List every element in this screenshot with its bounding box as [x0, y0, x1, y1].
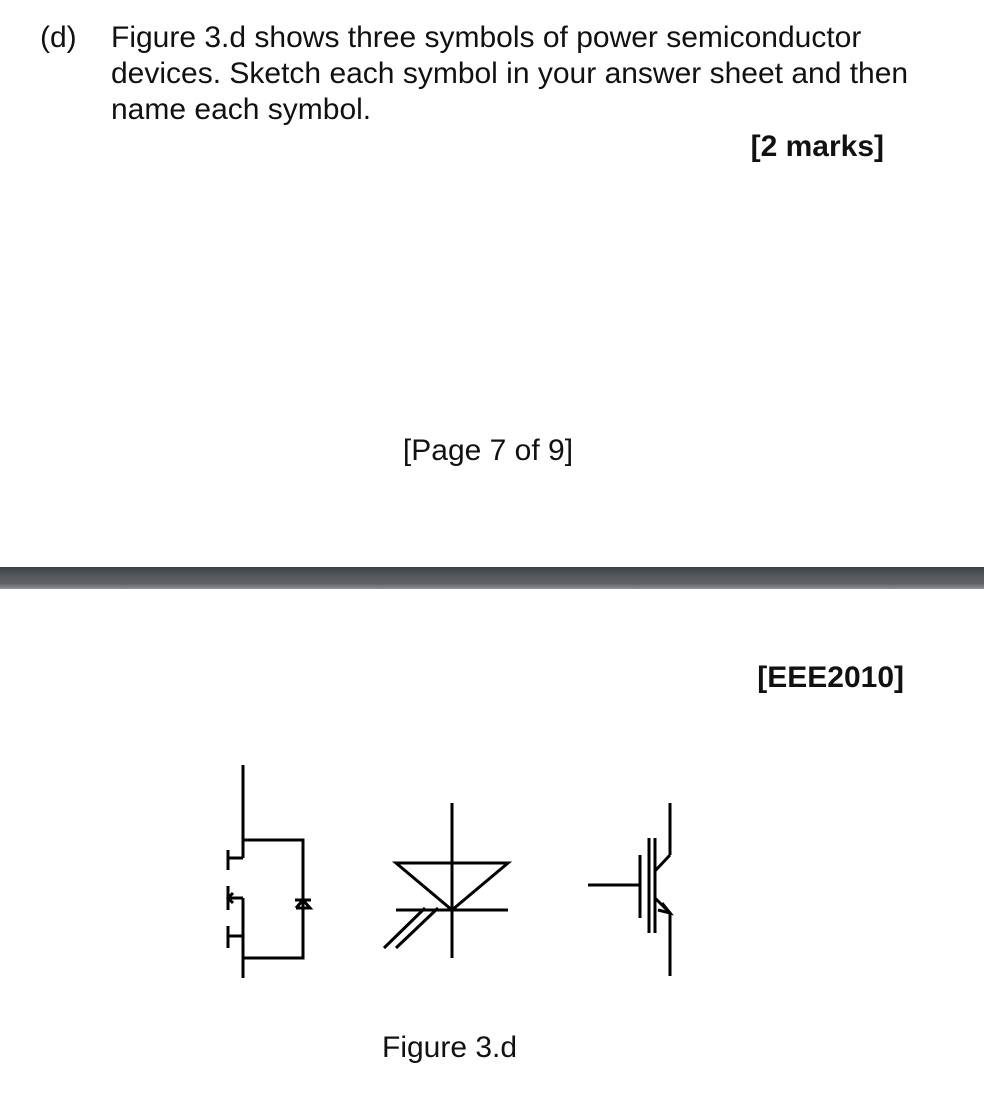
light-triggered-triac-symbol — [384, 803, 508, 958]
mosfet-with-body-diode-symbol — [228, 765, 311, 978]
course-code: [EEE2010] — [757, 661, 904, 694]
exam-page-8 — [0, 589, 984, 1104]
question-text: Figure 3.d shows three symbols of power semiconductor devices. Sketch each symbol in your answer sheet and then name each symbol. — [111, 21, 909, 126]
igbt-symbol — [588, 803, 670, 976]
figure-caption: Figure 3.d — [382, 1031, 518, 1064]
page-separator — [0, 567, 984, 589]
page-number: [Page 7 of 9] — [402, 434, 574, 467]
question-label: (d) — [40, 21, 77, 54]
marks-label: [2 marks] — [750, 130, 884, 163]
figure-3d — [200, 758, 700, 978]
